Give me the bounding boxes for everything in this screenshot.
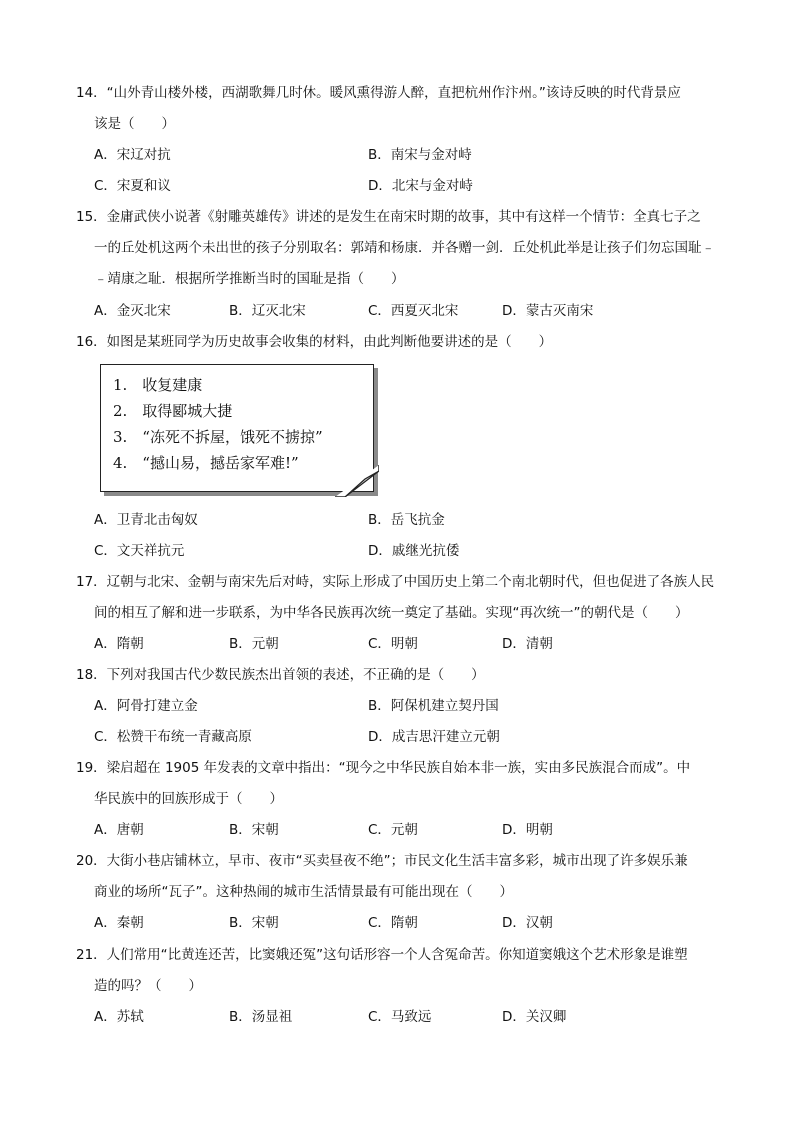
question-14-option-c: C．宋夏和议 [94, 178, 171, 194]
question-15-option-a: A．金灭北宋 [94, 303, 171, 319]
question-16-line-1: 16．如图是某班同学为历史故事会收集的材料，由此判断他要讲述的是（ ） [76, 334, 553, 350]
question-17-option-b: B．元朝 [229, 636, 279, 652]
question-19-option-d: D．明朝 [502, 822, 553, 838]
question-14-option-d: D．北宋与金对峙 [368, 178, 473, 194]
question-19-option-a: A．唐朝 [94, 822, 144, 838]
question-16-option-a: A．卫青北击匈奴 [94, 512, 198, 528]
question-17-option-d: D．清朝 [502, 636, 553, 652]
question-19-line-1: 19．梁启超在 1905 年发表的文章中指出：“现今之中华民族自始本非一族，实由多民族混合而成”。中 [76, 760, 691, 776]
question-14-option-a: A．宋辽对抗 [94, 147, 171, 163]
question-21-option-b: B．汤显祖 [229, 1009, 293, 1025]
question-16-option-d: D．戚继光抗倭 [368, 543, 460, 559]
question-17-option-a: A．隋朝 [94, 636, 144, 652]
question-18-option-b: B．阿保机建立契丹国 [368, 698, 499, 714]
material-item-4: 4. “撼山易，撼岳家军难!” [113, 454, 299, 472]
question-20-option-d: D．汉朝 [502, 915, 553, 931]
question-19-line-2: 华民族中的回族形成于（ ） [94, 791, 283, 807]
question-20-option-c: C．隋朝 [368, 915, 418, 931]
question-21-option-a: A．苏轼 [94, 1009, 144, 1025]
question-18-line-1: 18．下列对我国古代少数民族杰出首领的表述，不正确的是（ ） [76, 667, 485, 683]
question-17-option-c: C．明朝 [368, 636, 418, 652]
question-19-option-b: B．宋朝 [229, 822, 279, 838]
question-20-line-2: 商业的场所“瓦子”。这种热闹的城市生活情景最有可能出现在（ ） [94, 884, 513, 900]
question-15-option-c: C．西夏灭北宋 [368, 303, 459, 319]
question-20-option-b: B．宋朝 [229, 915, 279, 931]
question-14-line-1: 14．“山外青山楼外楼，西湖歌舞几时休。暖风熏得游人醉，直把杭州作汴州。”该诗反映的时代背景应 [76, 85, 681, 101]
question-21-option-c: C．马致远 [368, 1009, 432, 1025]
material-item-1: 1. 收复建康 [113, 376, 203, 394]
question-14-option-b: B．南宋与金对峙 [368, 147, 472, 163]
question-18-option-c: C．松赞干布统一青藏高原 [94, 729, 252, 745]
question-15-option-b: B．辽灭北宋 [229, 303, 306, 319]
question-20-line-1: 20．大街小巷店铺林立，早市、夜市“买卖昼夜不绝”；市民文化生活丰富多彩，城市出现了许多娱乐兼 [76, 853, 688, 869]
page-curl-icon [335, 465, 379, 497]
question-19-option-c: C．元朝 [368, 822, 418, 838]
question-21-line-1: 21．人们常用“比黄连还苦，比窦娥还冤”这句话形容一个人含冤命苦。你知道窦娥这个艺术形象是谁塑 [76, 947, 688, 963]
question-15-line-2: 一的丘处机这两个未出世的孩子分别取名：郭靖和杨康．并各赠一剑．丘处机此举是让孩子们勿忘国耻﹣ [94, 240, 715, 256]
question-20-option-a: A．秦朝 [94, 915, 144, 931]
question-16-option-c: C．文天祥抗元 [94, 543, 185, 559]
question-14-line-2: 该是（ ） [94, 116, 175, 132]
question-18-option-d: D．成吉思汗建立元朝 [368, 729, 500, 745]
question-21-line-2: 造的吗？（ ） [94, 978, 202, 994]
question-15-line-3: ﹣靖康之耻．根据所学推断当时的国耻是指（ ） [94, 271, 405, 287]
material-note-box [100, 364, 374, 492]
question-17-line-1: 17．辽朝与北宋、金朝与南宋先后对峙，实际上形成了中国历史上第二个南北朝时代，但也促进了各族人民 [76, 574, 715, 590]
question-15-line-1: 15．金庸武侠小说著《射雕英雄传》讲述的是发生在南宋时期的故事，其中有这样一个情节：全真七子之 [76, 209, 701, 225]
material-item-3: 3. “冻死不拆屋，饿死不掳掠” [113, 428, 323, 446]
question-21-option-d: D．关汉卿 [502, 1009, 567, 1025]
question-16-option-b: B．岳飞抗金 [368, 512, 445, 528]
question-18-option-a: A．阿骨打建立金 [94, 698, 198, 714]
material-item-2: 2. 取得郾城大捷 [113, 402, 233, 420]
question-15-option-d: D．蒙古灭南宋 [502, 303, 594, 319]
question-17-line-2: 间的相互了解和进一步联系，为中华各民族再次统一奠定了基础。实现“再次统一”的朝代是（ ） [94, 605, 689, 621]
